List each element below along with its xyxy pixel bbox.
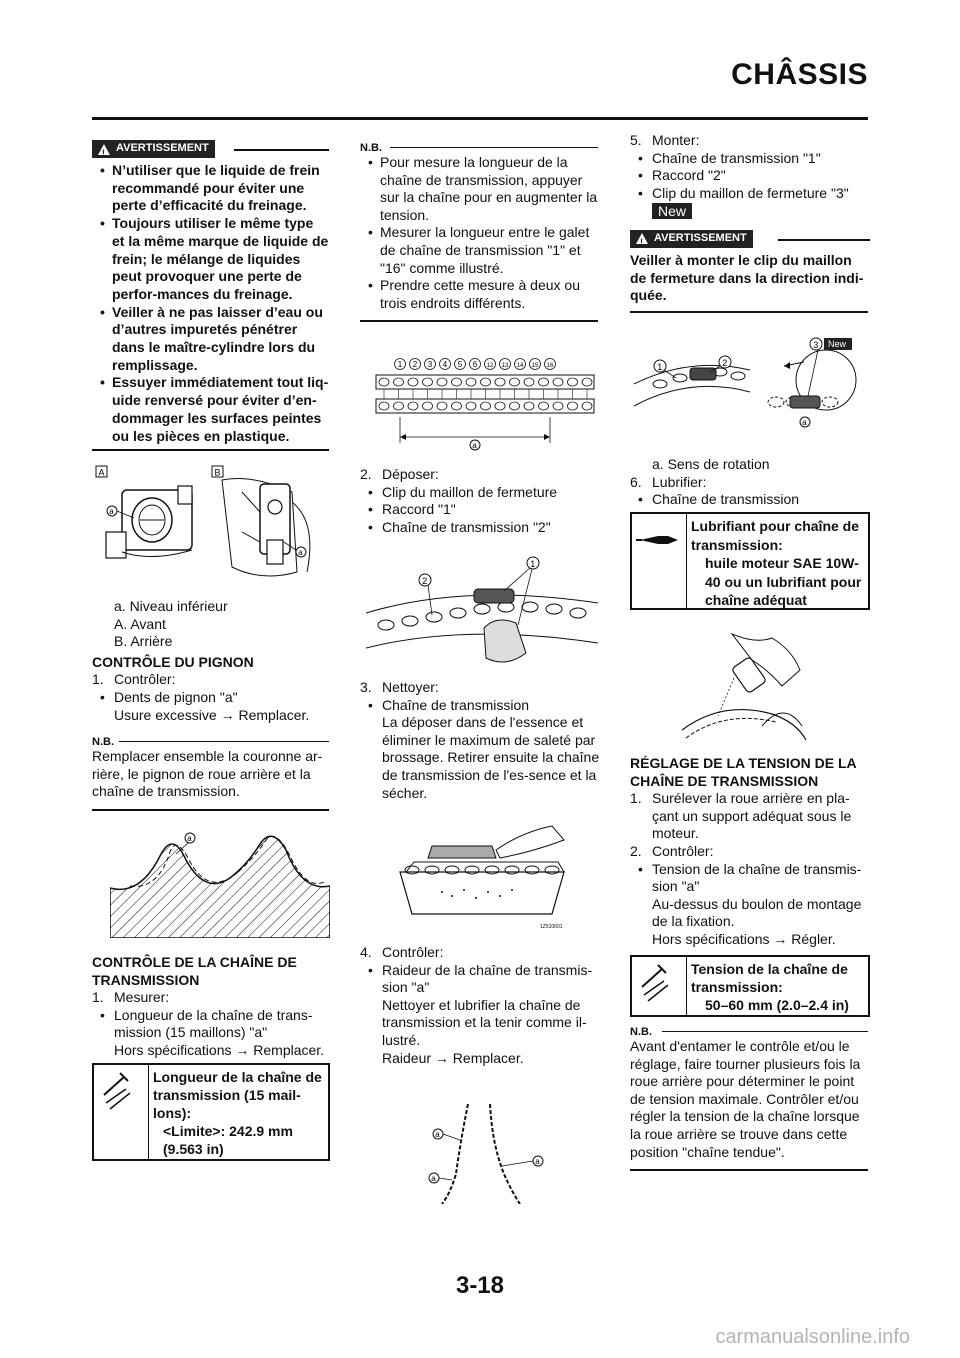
sub-text: La déposer dans de l'essence et éliminer le maximum de saleté par brossage. Retirer ensuite la chaîne de transmission de l'es-sence et la sécher.: [382, 714, 600, 801]
step-text: Nettoyer:: [382, 679, 439, 695]
lubricant-box: [630, 512, 870, 610]
roller-number: 14: [516, 363, 524, 369]
column-right: [630, 132, 870, 313]
step-text: Contrôler:: [114, 671, 176, 688]
figure-label-a: a: [431, 1174, 436, 1183]
step: [92, 671, 329, 689]
chain-roller: [408, 378, 418, 386]
chain-roller: [423, 378, 433, 386]
roller-number: 15: [531, 363, 539, 369]
chain-roller: [524, 378, 534, 386]
wrench-icon: [94, 1065, 148, 1115]
step-text: Lubrifier:: [652, 473, 707, 490]
remove-section: [360, 466, 598, 536]
page-number: 3-18: [455, 1272, 505, 1299]
figure-label-1: 1: [530, 559, 536, 569]
chain-roller: [466, 378, 476, 386]
chain-roller: [539, 402, 549, 410]
step: [630, 474, 870, 492]
stiffness-section: [360, 944, 600, 1067]
step-number: 3.: [360, 679, 372, 695]
nb-rule: [662, 1031, 868, 1032]
chain-removal-figure: [366, 553, 598, 673]
legend-item: B. Arrière: [114, 633, 173, 650]
warning-list: [92, 162, 329, 445]
nb-header: [630, 1024, 868, 1038]
figure-label-a: a: [535, 1157, 540, 1166]
figure-label-2: 2: [422, 576, 428, 586]
nb-end-rule: [92, 809, 329, 811]
spec-box-text: [149, 1065, 328, 1159]
bullet-item: • Chaîne de transmission "2": [360, 519, 598, 537]
bullet-item: • Raccord "1": [360, 501, 598, 519]
nb-header: [360, 140, 598, 154]
warning-end-rule: [630, 311, 868, 313]
chain-roller: [553, 402, 563, 410]
chain-installation-figure: [630, 336, 870, 432]
chain-roller: [568, 378, 578, 386]
master-cylinder-figure: [92, 462, 332, 590]
legend-item: a. Niveau inférieur: [114, 598, 228, 614]
sub-text: Usure excessive → Remplacer.: [114, 706, 310, 723]
chain-stiffness-figure: [420, 1104, 560, 1204]
sprocket-teeth-figure: [110, 826, 330, 938]
warning-header: [92, 140, 329, 158]
warning-text: Veiller à monter le clip du maillon de fermeture dans la direction indi-quée.: [630, 251, 864, 304]
figure-legend: [92, 598, 329, 651]
warning-label: AVERTISSEMENT: [654, 232, 747, 245]
lube-section: [630, 456, 870, 509]
bullet-item: • Clip du maillon de fermeture "3": [630, 185, 870, 203]
step-text: Déposer:: [382, 466, 439, 482]
sub-text: Raideur → Remplacer.: [382, 1049, 524, 1066]
header-rule: [92, 117, 868, 120]
lubricant-title: Lubrifiant pour chaîne de transmission:: [691, 518, 860, 553]
spec-box-icon-cell: [94, 1065, 149, 1159]
sub-text: Nettoyer et lubrifier la chaîne de transmission et la tenir comme il-lustré.: [382, 996, 587, 1048]
figure-label-a: a: [298, 548, 303, 557]
warning-item: • Toujours utiliser le même type et la même marque de liquide de frein; le mélange de liquides peut provoquer une perte de perfor-mances du freinage.: [92, 215, 329, 304]
figure-label-1: 1: [657, 362, 663, 372]
warning-item: • Veiller à ne pas laisser d’eau ou d’autres impuretés pénétrer dans le maître-cylindre lors du remplissage.: [92, 304, 329, 375]
section-heading: CONTRÔLE DU PIGNON: [92, 653, 254, 670]
chain-roller: [582, 402, 592, 410]
step-number: 4.: [360, 944, 372, 960]
chain-roller: [582, 378, 592, 386]
sub-text: Hors spécifications → Remplacer.: [114, 1041, 325, 1058]
nb-rule: [390, 147, 598, 148]
chain-roller: [568, 402, 578, 410]
column-middle: [360, 140, 598, 322]
step-text: Contrôler:: [382, 944, 444, 960]
figure-label-a: a: [802, 418, 807, 427]
warning-rule: [234, 149, 329, 151]
chain-roller: [379, 402, 389, 410]
nb-end-rule: [630, 1169, 868, 1171]
roller-number: 3: [427, 360, 433, 369]
warning-end-rule: [92, 449, 329, 451]
chain-roller: [394, 378, 404, 386]
chain-roller: [452, 378, 462, 386]
sub-text: Au-dessus du boulon de montage de la fixation.: [652, 895, 862, 930]
step: [360, 944, 600, 962]
figure-label-a: a: [187, 834, 192, 843]
warning-badge: [92, 140, 215, 158]
warning-triangle-icon: [636, 233, 648, 244]
spec-value: <Limite>: 242.9 mm (9.563 in): [163, 1123, 293, 1157]
tension-spec-text: [687, 957, 868, 1015]
roller-number: 5: [457, 360, 463, 369]
oil-can-icon: [632, 514, 686, 564]
chain-roller: [524, 402, 534, 410]
bullet-item: • Raideur de la chaîne de transmis-sion "a": [360, 962, 600, 997]
step-number: 2.: [360, 466, 372, 482]
column-left: [92, 140, 329, 451]
figure-label-a: a: [109, 507, 114, 516]
bullet-item: • Raccord "2": [630, 167, 870, 185]
warning-label: AVERTISSEMENT: [116, 142, 209, 155]
chain-roller: [481, 402, 491, 410]
chain-roller: [539, 378, 549, 386]
bullet-item: • Chaîne de transmission: [630, 491, 870, 509]
chain-roller: [437, 402, 447, 410]
chain-length-figure: [372, 355, 597, 455]
nb-end-rule: [360, 320, 598, 322]
nb-item: • Mesurer la longueur entre le galet de chaîne de transmission "1" et "16" comme illustré.: [360, 224, 598, 277]
step-text: Mesurer:: [114, 989, 170, 1006]
warning-triangle-icon: [98, 144, 110, 155]
roller-number: 2: [412, 360, 418, 369]
nb-text: Avant d'entamer le contrôle et/ou le réglage, faire tourner plusieurs fois la roue arrière pour déterminer le point de tension maximale. Contrôler et/ou régler la tension de la chaîne lorsque la roue arrière se trouve dans cette position "chaîne tendue".: [630, 1038, 861, 1160]
figure-label-a: a: [472, 441, 477, 450]
warning-rule: [778, 239, 870, 241]
column-left-lower: [92, 598, 329, 811]
chain-roller: [495, 378, 505, 386]
page-title: CHÂSSIS: [731, 58, 868, 91]
lubricant-box-text: [687, 514, 868, 608]
nb-header: [92, 734, 329, 748]
new-badge: New: [652, 203, 692, 219]
chain-roller: [553, 378, 563, 386]
bullet-item: • Dents de pignon "a": [92, 689, 329, 707]
tension-nb: [630, 1024, 868, 1171]
step: [360, 466, 598, 484]
tension-section: [630, 755, 870, 949]
figure-legend: a. Sens de rotation: [652, 456, 770, 472]
chain-roller: [452, 402, 462, 410]
roller-number: 16: [546, 363, 554, 369]
chain-roller: [379, 378, 389, 386]
tension-spec-icon-cell: [632, 957, 687, 1015]
step: [630, 132, 870, 150]
bullet-item: • Chaîne de transmission: [360, 697, 600, 715]
nb-rule: [119, 741, 329, 742]
chain-roller: [510, 378, 520, 386]
roller-number: 12: [486, 363, 494, 369]
step-text: Contrôler:: [652, 842, 714, 859]
step-number: 1.: [92, 671, 104, 688]
legend-item: A. Avant: [114, 615, 166, 632]
section-heading: CONTRÔLE DE LA CHAÎNE DE TRANSMISSION: [92, 954, 297, 988]
chain-roller: [510, 402, 520, 410]
lubricant-box-icon-cell: [632, 514, 687, 608]
nb-label: N.B.: [630, 1026, 652, 1038]
warning-header: [630, 230, 870, 248]
section-heading: RÉGLAGE DE LA TENSION DE LA CHAÎNE DE TRANSMISSION: [630, 755, 857, 789]
figure-new-badge: New: [828, 339, 847, 349]
step-number: 2.: [630, 842, 642, 859]
nb-label: N.B.: [360, 142, 382, 154]
bullet-item: • Chaîne de transmission "1": [630, 150, 870, 168]
step: [360, 679, 600, 697]
nb-item: • Pour mesure la longueur de la chaîne de transmission, appuyer sur la chaîne pour en augmenter la tension.: [360, 154, 598, 224]
roller-number: 1: [397, 360, 403, 369]
watermark: carmanualsonline.info: [715, 1326, 910, 1348]
figure-code: 1Z510601: [540, 924, 563, 930]
bullet-item: • Tension de la chaîne de transmis-sion "a": [630, 861, 870, 896]
step-number: 6.: [630, 473, 642, 490]
tension-spec-box: [630, 955, 870, 1017]
chain-roller: [437, 378, 447, 386]
chain-roller: [423, 402, 433, 410]
figure-label-B: B: [214, 467, 221, 478]
step-number: 1.: [92, 989, 104, 1006]
nb-item: • Prendre cette mesure à deux ou trois endroits différents.: [360, 277, 598, 312]
step: [92, 989, 332, 1007]
roller-number: 6: [472, 360, 478, 369]
step-text: Surélever la roue arrière en pla-çant un support adéquat sous le moteur.: [652, 790, 852, 842]
step: [630, 790, 870, 843]
roller-number: 4: [442, 360, 448, 369]
roller-number: 13: [501, 363, 509, 369]
spec-box: [92, 1063, 330, 1161]
bullet-item: • Longueur de la chaîne de trans-mission (15 maillons) "a": [92, 1007, 332, 1042]
nb-text: Remplacer ensemble la couronne ar-rière, le pignon de roue arrière et la chaîne de transmission.: [92, 748, 323, 800]
warning-item: • N’utiliser que le liquide de frein recommandé pour éviter une perte d’efficacité du freinage.: [92, 162, 329, 215]
figure-label-A: A: [98, 467, 105, 478]
figure-label-a: a: [435, 1130, 440, 1139]
clean-section: [360, 679, 600, 802]
chain-lubrication-figure: [672, 630, 812, 746]
chain-roller: [466, 402, 476, 410]
step-number: 1.: [630, 790, 642, 807]
lubricant-value: huile moteur SAE 10W-40 ou un lubrifiant pour chaîne adéquat: [705, 555, 862, 608]
chain-roller: [481, 378, 491, 386]
step-text: Monter:: [652, 132, 700, 148]
wrench-icon: [632, 957, 686, 1007]
spec-title: Longueur de la chaîne de transmission (15 mail-lons):: [153, 1069, 322, 1121]
tension-spec-value: 50–60 mm (2.0–2.4 in): [705, 997, 849, 1013]
step-number: 5.: [630, 132, 642, 148]
chain-cleaning-figure: [392, 822, 572, 934]
chain-roller: [408, 402, 418, 410]
tension-spec-title: Tension de la chaîne de transmission:: [691, 961, 848, 995]
nb-label: N.B.: [92, 736, 114, 749]
figure-label-3: 3: [813, 340, 819, 350]
chain-roller: [495, 402, 505, 410]
chain-roller: [394, 402, 404, 410]
chain-check-section: [92, 954, 332, 1060]
warning-badge: [630, 230, 753, 248]
warning-item: • Essuyer immédiatement tout liq-uide renversé pour éviter d’en-dommager les surfaces peintes ou les pièces en plastique.: [92, 374, 329, 445]
bullet-item: • Clip du maillon de fermeture: [360, 484, 598, 502]
sub-text: Hors spécifications → Régler.: [652, 930, 836, 947]
step: [630, 843, 870, 861]
figure-label-2: 2: [722, 358, 728, 368]
